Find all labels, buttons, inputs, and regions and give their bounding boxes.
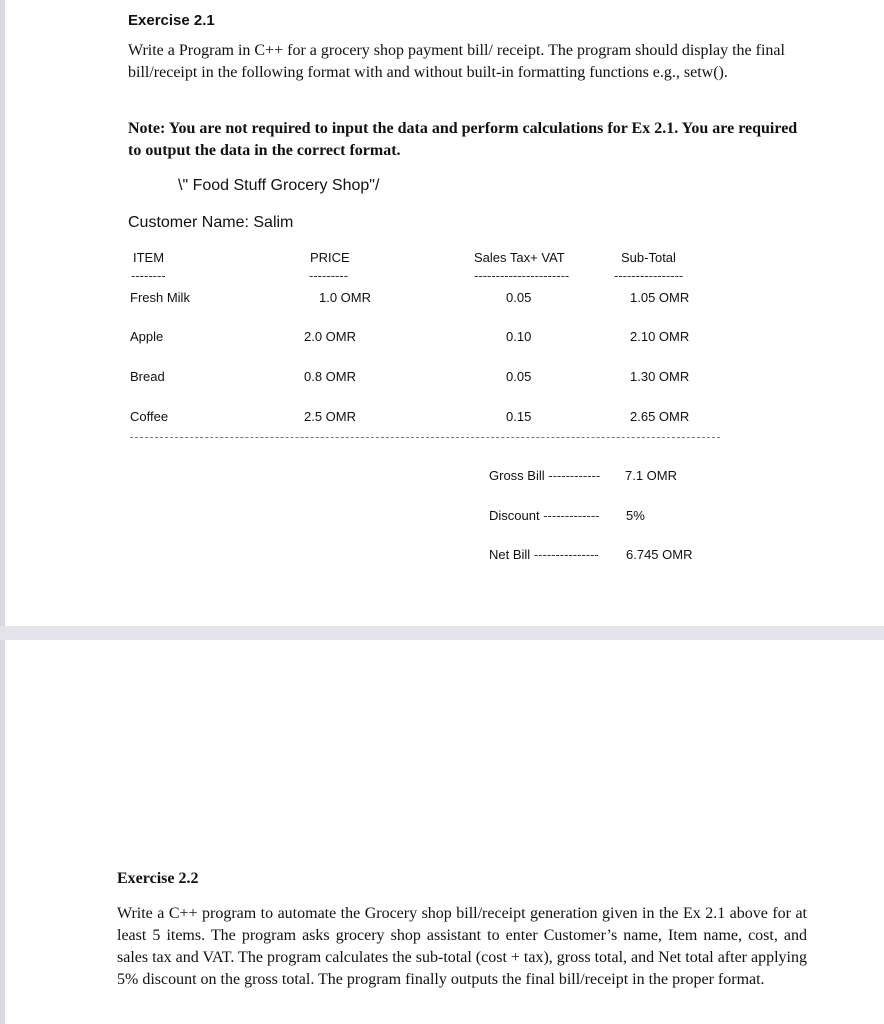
- header-tax: Sales Tax+ VAT: [474, 250, 565, 265]
- separator-price: ---------: [309, 268, 348, 283]
- row-price: 1.0 OMR: [319, 290, 372, 305]
- row-item: Fresh Milk: [130, 290, 190, 305]
- separator-tax: ----------------------: [474, 268, 570, 283]
- net-bill-value: 6.745 OMR: [626, 547, 693, 562]
- gross-bill-line: [489, 468, 600, 483]
- net-bill-dashes: ---------------: [533, 547, 599, 562]
- discount-value: 5%: [626, 508, 645, 523]
- exercise-2-2-description: Write a C++ program to automate the Grocery shop bill/receipt generation given in the Ex 2.1 above for at least 5 items. The program asks grocery shop assistant to enter Customer’s name, Item name, cost, and sales tax and VAT. The program calculates the sub-total (cost + tax), gross total, and Net total after applying 5% discount on the gross total. The program finally outputs the final bill/receipt in the proper format.: [117, 905, 807, 988]
- row-subtotal: 2.10 OMR: [630, 329, 690, 344]
- discount-dashes: -------------: [543, 508, 600, 523]
- row-item: Apple: [130, 329, 164, 344]
- separator-item: --------: [131, 268, 166, 283]
- header-subtotal: Sub-Total: [621, 250, 676, 265]
- exercise-2-1-note: Note: You are not required to input the data and perform calculations for Ex 2.1. You are required to output the data in the correct format.: [128, 120, 798, 159]
- exercise-2-1-description: Write a Program in C++ for a grocery shop payment bill/ receipt. The program should display the final bill/receipt in the following format with and without built-in formatting functions e.g., setw().: [128, 42, 785, 81]
- discount-line: [489, 508, 599, 523]
- table-bottom-separator: [130, 437, 720, 438]
- row-subtotal: 2.65 OMR: [630, 409, 690, 424]
- row-price: 2.5 OMR: [304, 409, 357, 424]
- header-price: PRICE: [310, 250, 350, 265]
- row-subtotal: 1.30 OMR: [630, 369, 690, 384]
- row-tax: 0.05: [506, 369, 532, 384]
- row-tax: 0.15: [506, 409, 532, 424]
- header-item: ITEM: [133, 250, 165, 265]
- row-item: Bread: [130, 369, 165, 384]
- gross-bill-value: 7.1 OMR: [625, 468, 678, 483]
- document-page-2: [0, 640, 884, 1024]
- gross-bill-label: Gross Bill: [489, 468, 545, 483]
- gross-bill-dashes: ------------: [548, 468, 601, 483]
- row-tax: 0.05: [506, 290, 532, 305]
- shop-name: \" Food Stuff Grocery Shop"/: [178, 177, 380, 194]
- customer-name: Customer Name: Salim: [128, 214, 294, 231]
- net-bill-line: [489, 547, 599, 562]
- exercise-2-2-title: Exercise 2.2: [117, 870, 199, 887]
- separator-subtotal: ----------------: [614, 268, 684, 283]
- row-tax: 0.10: [506, 329, 532, 344]
- row-subtotal: 1.05 OMR: [630, 290, 690, 305]
- net-bill-label: Net Bill: [489, 547, 531, 562]
- exercise-2-1-title: Exercise 2.1: [128, 12, 215, 29]
- discount-label: Discount: [489, 508, 540, 523]
- row-price: 2.0 OMR: [304, 329, 357, 344]
- row-item: Coffee: [130, 409, 169, 424]
- row-price: 0.8 OMR: [304, 369, 357, 384]
